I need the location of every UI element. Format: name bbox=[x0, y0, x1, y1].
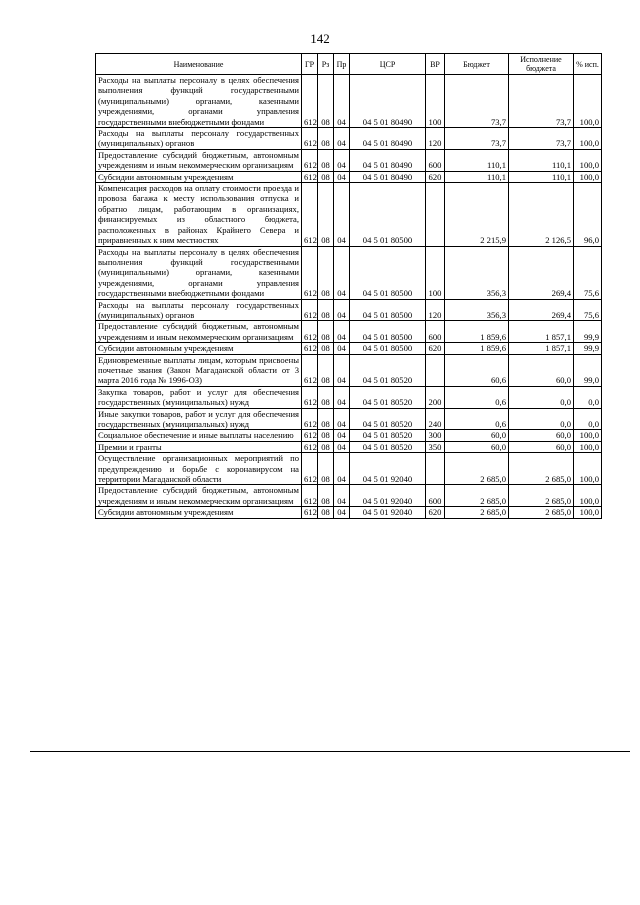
row-rz: 08 bbox=[318, 507, 334, 518]
row-gr: 612 bbox=[302, 183, 318, 246]
row-budget: 110,1 bbox=[445, 171, 509, 182]
row-vr: 620 bbox=[426, 507, 445, 518]
row-csr: 04 5 01 80500 bbox=[350, 299, 426, 321]
row-percent: 96,0 bbox=[574, 183, 602, 246]
table-row bbox=[96, 128, 602, 150]
row-vr: 600 bbox=[426, 149, 445, 171]
row-gr: 612 bbox=[302, 354, 318, 386]
row-csr: 04 5 01 80520 bbox=[350, 354, 426, 386]
row-vr: 100 bbox=[426, 246, 445, 299]
row-gr: 612 bbox=[302, 128, 318, 150]
header-pr: Пр bbox=[334, 54, 350, 75]
row-rz: 08 bbox=[318, 149, 334, 171]
row-budget: 2 685,0 bbox=[445, 507, 509, 518]
header-budget: Бюджет bbox=[445, 54, 509, 75]
row-pr: 04 bbox=[334, 430, 350, 441]
row-gr: 612 bbox=[302, 441, 318, 452]
row-gr: 612 bbox=[302, 299, 318, 321]
row-budget: 1 859,6 bbox=[445, 321, 509, 343]
row-execution: 60,0 bbox=[509, 430, 574, 441]
row-pr: 04 bbox=[334, 299, 350, 321]
row-budget: 73,7 bbox=[445, 75, 509, 128]
row-vr: 120 bbox=[426, 299, 445, 321]
row-csr: 04 5 01 92040 bbox=[350, 507, 426, 518]
row-vr: 600 bbox=[426, 485, 445, 507]
row-name: Расходы на выплаты персоналу государственных (муниципальных) органов bbox=[96, 299, 302, 321]
row-execution: 269,4 bbox=[509, 246, 574, 299]
row-execution: 269,4 bbox=[509, 299, 574, 321]
row-execution: 60,0 bbox=[509, 354, 574, 386]
row-rz: 08 bbox=[318, 343, 334, 354]
row-gr: 612 bbox=[302, 171, 318, 182]
row-budget: 73,7 bbox=[445, 128, 509, 150]
row-rz: 08 bbox=[318, 246, 334, 299]
row-pr: 04 bbox=[334, 183, 350, 246]
row-pr: 04 bbox=[334, 321, 350, 343]
row-budget: 2 685,0 bbox=[445, 485, 509, 507]
table-row bbox=[96, 75, 602, 128]
row-name: Субсидии автономным учреждениям bbox=[96, 507, 302, 518]
table-row bbox=[96, 441, 602, 452]
row-rz: 08 bbox=[318, 408, 334, 430]
row-percent: 0,0 bbox=[574, 386, 602, 408]
row-percent: 100,0 bbox=[574, 441, 602, 452]
row-gr: 612 bbox=[302, 343, 318, 354]
row-execution: 0,0 bbox=[509, 408, 574, 430]
row-csr: 04 5 01 80520 bbox=[350, 441, 426, 452]
row-gr: 612 bbox=[302, 408, 318, 430]
row-csr: 04 5 01 80520 bbox=[350, 408, 426, 430]
row-budget: 60,0 bbox=[445, 430, 509, 441]
row-percent: 99,0 bbox=[574, 354, 602, 386]
row-vr: 100 bbox=[426, 75, 445, 128]
row-percent: 0,0 bbox=[574, 408, 602, 430]
row-percent: 100,0 bbox=[574, 128, 602, 150]
budget-table bbox=[95, 53, 602, 519]
row-gr: 612 bbox=[302, 149, 318, 171]
table-row bbox=[96, 299, 602, 321]
row-vr bbox=[426, 453, 445, 485]
row-execution: 2 685,0 bbox=[509, 485, 574, 507]
table-row bbox=[96, 453, 602, 485]
row-budget: 356,3 bbox=[445, 246, 509, 299]
header-percent: % исп. bbox=[574, 54, 602, 75]
row-budget: 1 859,6 bbox=[445, 343, 509, 354]
row-percent: 99,9 bbox=[574, 321, 602, 343]
table-row bbox=[96, 321, 602, 343]
row-csr: 04 5 01 80490 bbox=[350, 171, 426, 182]
row-budget: 60,0 bbox=[445, 441, 509, 452]
row-name: Единовременные выплаты лицам, которым присвоены почетные звания (Закон Магаданской области от 3 марта 2016 года № 1996-ОЗ) bbox=[96, 354, 302, 386]
table-row bbox=[96, 507, 602, 518]
row-vr: 200 bbox=[426, 386, 445, 408]
row-gr: 612 bbox=[302, 453, 318, 485]
row-name: Иные закупки товаров, работ и услуг для обеспечения государственных (муниципальных) нужд bbox=[96, 408, 302, 430]
row-name: Закупка товаров, работ и услуг для обеспечения государственных (муниципальных) нужд bbox=[96, 386, 302, 408]
header-gr: ГР bbox=[302, 54, 318, 75]
row-csr: 04 5 01 80520 bbox=[350, 386, 426, 408]
row-name: Компенсация расходов на оплату стоимости проезда и провоза багажа к месту использования отпуска и обратно лицам, работающим в организациях, финансируемых из областного бюджета, расположенных в районах Крайнего Севера и приравненных к ним местностях bbox=[96, 183, 302, 246]
row-vr: 600 bbox=[426, 321, 445, 343]
row-csr: 04 5 01 80520 bbox=[350, 430, 426, 441]
row-rz: 08 bbox=[318, 354, 334, 386]
header-csr: ЦСР bbox=[350, 54, 426, 75]
row-name: Предоставление субсидий бюджетным, автономным учреждениям и иным некоммерческим организациям bbox=[96, 149, 302, 171]
row-rz: 08 bbox=[318, 321, 334, 343]
row-name: Предоставление субсидий бюджетным, автономным учреждениям и иным некоммерческим организациям bbox=[96, 321, 302, 343]
row-pr: 04 bbox=[334, 128, 350, 150]
row-pr: 04 bbox=[334, 246, 350, 299]
row-pr: 04 bbox=[334, 441, 350, 452]
row-budget: 356,3 bbox=[445, 299, 509, 321]
row-percent: 75,6 bbox=[574, 299, 602, 321]
row-pr: 04 bbox=[334, 171, 350, 182]
row-execution: 73,7 bbox=[509, 75, 574, 128]
row-pr: 04 bbox=[334, 75, 350, 128]
table-row bbox=[96, 408, 602, 430]
header-execution: Исполнение бюджета bbox=[509, 54, 574, 75]
row-gr: 612 bbox=[302, 386, 318, 408]
row-percent: 100,0 bbox=[574, 171, 602, 182]
row-percent: 75,6 bbox=[574, 246, 602, 299]
row-csr: 04 5 01 80500 bbox=[350, 321, 426, 343]
row-vr bbox=[426, 183, 445, 246]
row-rz: 08 bbox=[318, 75, 334, 128]
row-csr: 04 5 01 92040 bbox=[350, 453, 426, 485]
row-budget: 110,1 bbox=[445, 149, 509, 171]
row-execution: 73,7 bbox=[509, 128, 574, 150]
row-name: Расходы на выплаты персоналу в целях обеспечения выполнения функций государственными (муниципальными) органами, казенными учреждениями, органами управления государственными внебюджетными фондами bbox=[96, 75, 302, 128]
row-name: Предоставление субсидий бюджетным, автономным учреждениям и иным некоммерческим организациям bbox=[96, 485, 302, 507]
row-gr: 612 bbox=[302, 485, 318, 507]
row-gr: 612 bbox=[302, 246, 318, 299]
row-rz: 08 bbox=[318, 485, 334, 507]
row-name: Социальное обеспечение и иные выплаты населению bbox=[96, 430, 302, 441]
row-csr: 04 5 01 92040 bbox=[350, 485, 426, 507]
row-name: Субсидии автономным учреждениям bbox=[96, 171, 302, 182]
row-gr: 612 bbox=[302, 321, 318, 343]
row-vr: 620 bbox=[426, 343, 445, 354]
row-pr: 04 bbox=[334, 386, 350, 408]
row-csr: 04 5 01 80490 bbox=[350, 75, 426, 128]
row-pr: 04 bbox=[334, 343, 350, 354]
header-name: Наименование bbox=[96, 54, 302, 75]
row-name: Расходы на выплаты персоналу в целях обеспечения выполнения функций государственными (муниципальными) органами, казенными учреждениями, органами управления государственными внебюджетными фондами bbox=[96, 246, 302, 299]
row-vr: 620 bbox=[426, 171, 445, 182]
row-rz: 08 bbox=[318, 430, 334, 441]
table-row bbox=[96, 354, 602, 386]
row-name: Субсидии автономным учреждениям bbox=[96, 343, 302, 354]
row-budget: 0,6 bbox=[445, 408, 509, 430]
row-execution: 0,0 bbox=[509, 386, 574, 408]
row-percent: 100,0 bbox=[574, 149, 602, 171]
row-rz: 08 bbox=[318, 128, 334, 150]
row-vr: 240 bbox=[426, 408, 445, 430]
row-csr: 04 5 01 80500 bbox=[350, 343, 426, 354]
row-pr: 04 bbox=[334, 485, 350, 507]
row-rz: 08 bbox=[318, 171, 334, 182]
row-rz: 08 bbox=[318, 441, 334, 452]
table-row bbox=[96, 183, 602, 246]
row-budget: 60,6 bbox=[445, 354, 509, 386]
row-vr: 300 bbox=[426, 430, 445, 441]
row-csr: 04 5 01 80500 bbox=[350, 183, 426, 246]
row-percent: 100,0 bbox=[574, 75, 602, 128]
row-rz: 08 bbox=[318, 299, 334, 321]
row-pr: 04 bbox=[334, 507, 350, 518]
row-gr: 612 bbox=[302, 507, 318, 518]
row-percent: 99,9 bbox=[574, 343, 602, 354]
row-gr: 612 bbox=[302, 75, 318, 128]
row-pr: 04 bbox=[334, 408, 350, 430]
table-row bbox=[96, 386, 602, 408]
row-csr: 04 5 01 80500 bbox=[350, 246, 426, 299]
row-percent: 100,0 bbox=[574, 430, 602, 441]
row-budget: 2 215,9 bbox=[445, 183, 509, 246]
row-rz: 08 bbox=[318, 453, 334, 485]
row-percent: 100,0 bbox=[574, 507, 602, 518]
row-execution: 2 685,0 bbox=[509, 507, 574, 518]
row-execution: 2 685,0 bbox=[509, 453, 574, 485]
row-vr: 350 bbox=[426, 441, 445, 452]
bottom-divider bbox=[30, 751, 630, 752]
table-row bbox=[96, 171, 602, 182]
row-execution: 1 857,1 bbox=[509, 321, 574, 343]
header-rz: Рз bbox=[318, 54, 334, 75]
table-row bbox=[96, 430, 602, 441]
row-execution: 110,1 bbox=[509, 171, 574, 182]
row-vr bbox=[426, 354, 445, 386]
row-name: Премии и гранты bbox=[96, 441, 302, 452]
row-percent: 100,0 bbox=[574, 485, 602, 507]
table-row bbox=[96, 149, 602, 171]
row-execution: 60,0 bbox=[509, 441, 574, 452]
row-pr: 04 bbox=[334, 453, 350, 485]
row-percent: 100,0 bbox=[574, 453, 602, 485]
row-name: Расходы на выплаты персоналу государственных (муниципальных) органов bbox=[96, 128, 302, 150]
row-rz: 08 bbox=[318, 183, 334, 246]
table-row bbox=[96, 246, 602, 299]
row-execution: 2 126,5 bbox=[509, 183, 574, 246]
row-gr: 612 bbox=[302, 430, 318, 441]
row-vr: 120 bbox=[426, 128, 445, 150]
header-vr: ВР bbox=[426, 54, 445, 75]
table-row bbox=[96, 343, 602, 354]
table-header-row bbox=[96, 54, 602, 75]
row-pr: 04 bbox=[334, 354, 350, 386]
page-number: 142 bbox=[310, 31, 330, 46]
row-csr: 04 5 01 80490 bbox=[350, 128, 426, 150]
row-execution: 1 857,1 bbox=[509, 343, 574, 354]
row-name: Осуществление организационных мероприятий по предупреждению и борьбе с коронавирусом на территории Магаданской области bbox=[96, 453, 302, 485]
row-execution: 110,1 bbox=[509, 149, 574, 171]
row-budget: 0,6 bbox=[445, 386, 509, 408]
row-csr: 04 5 01 80490 bbox=[350, 149, 426, 171]
row-rz: 08 bbox=[318, 386, 334, 408]
row-budget: 2 685,0 bbox=[445, 453, 509, 485]
row-pr: 04 bbox=[334, 149, 350, 171]
table-row bbox=[96, 485, 602, 507]
